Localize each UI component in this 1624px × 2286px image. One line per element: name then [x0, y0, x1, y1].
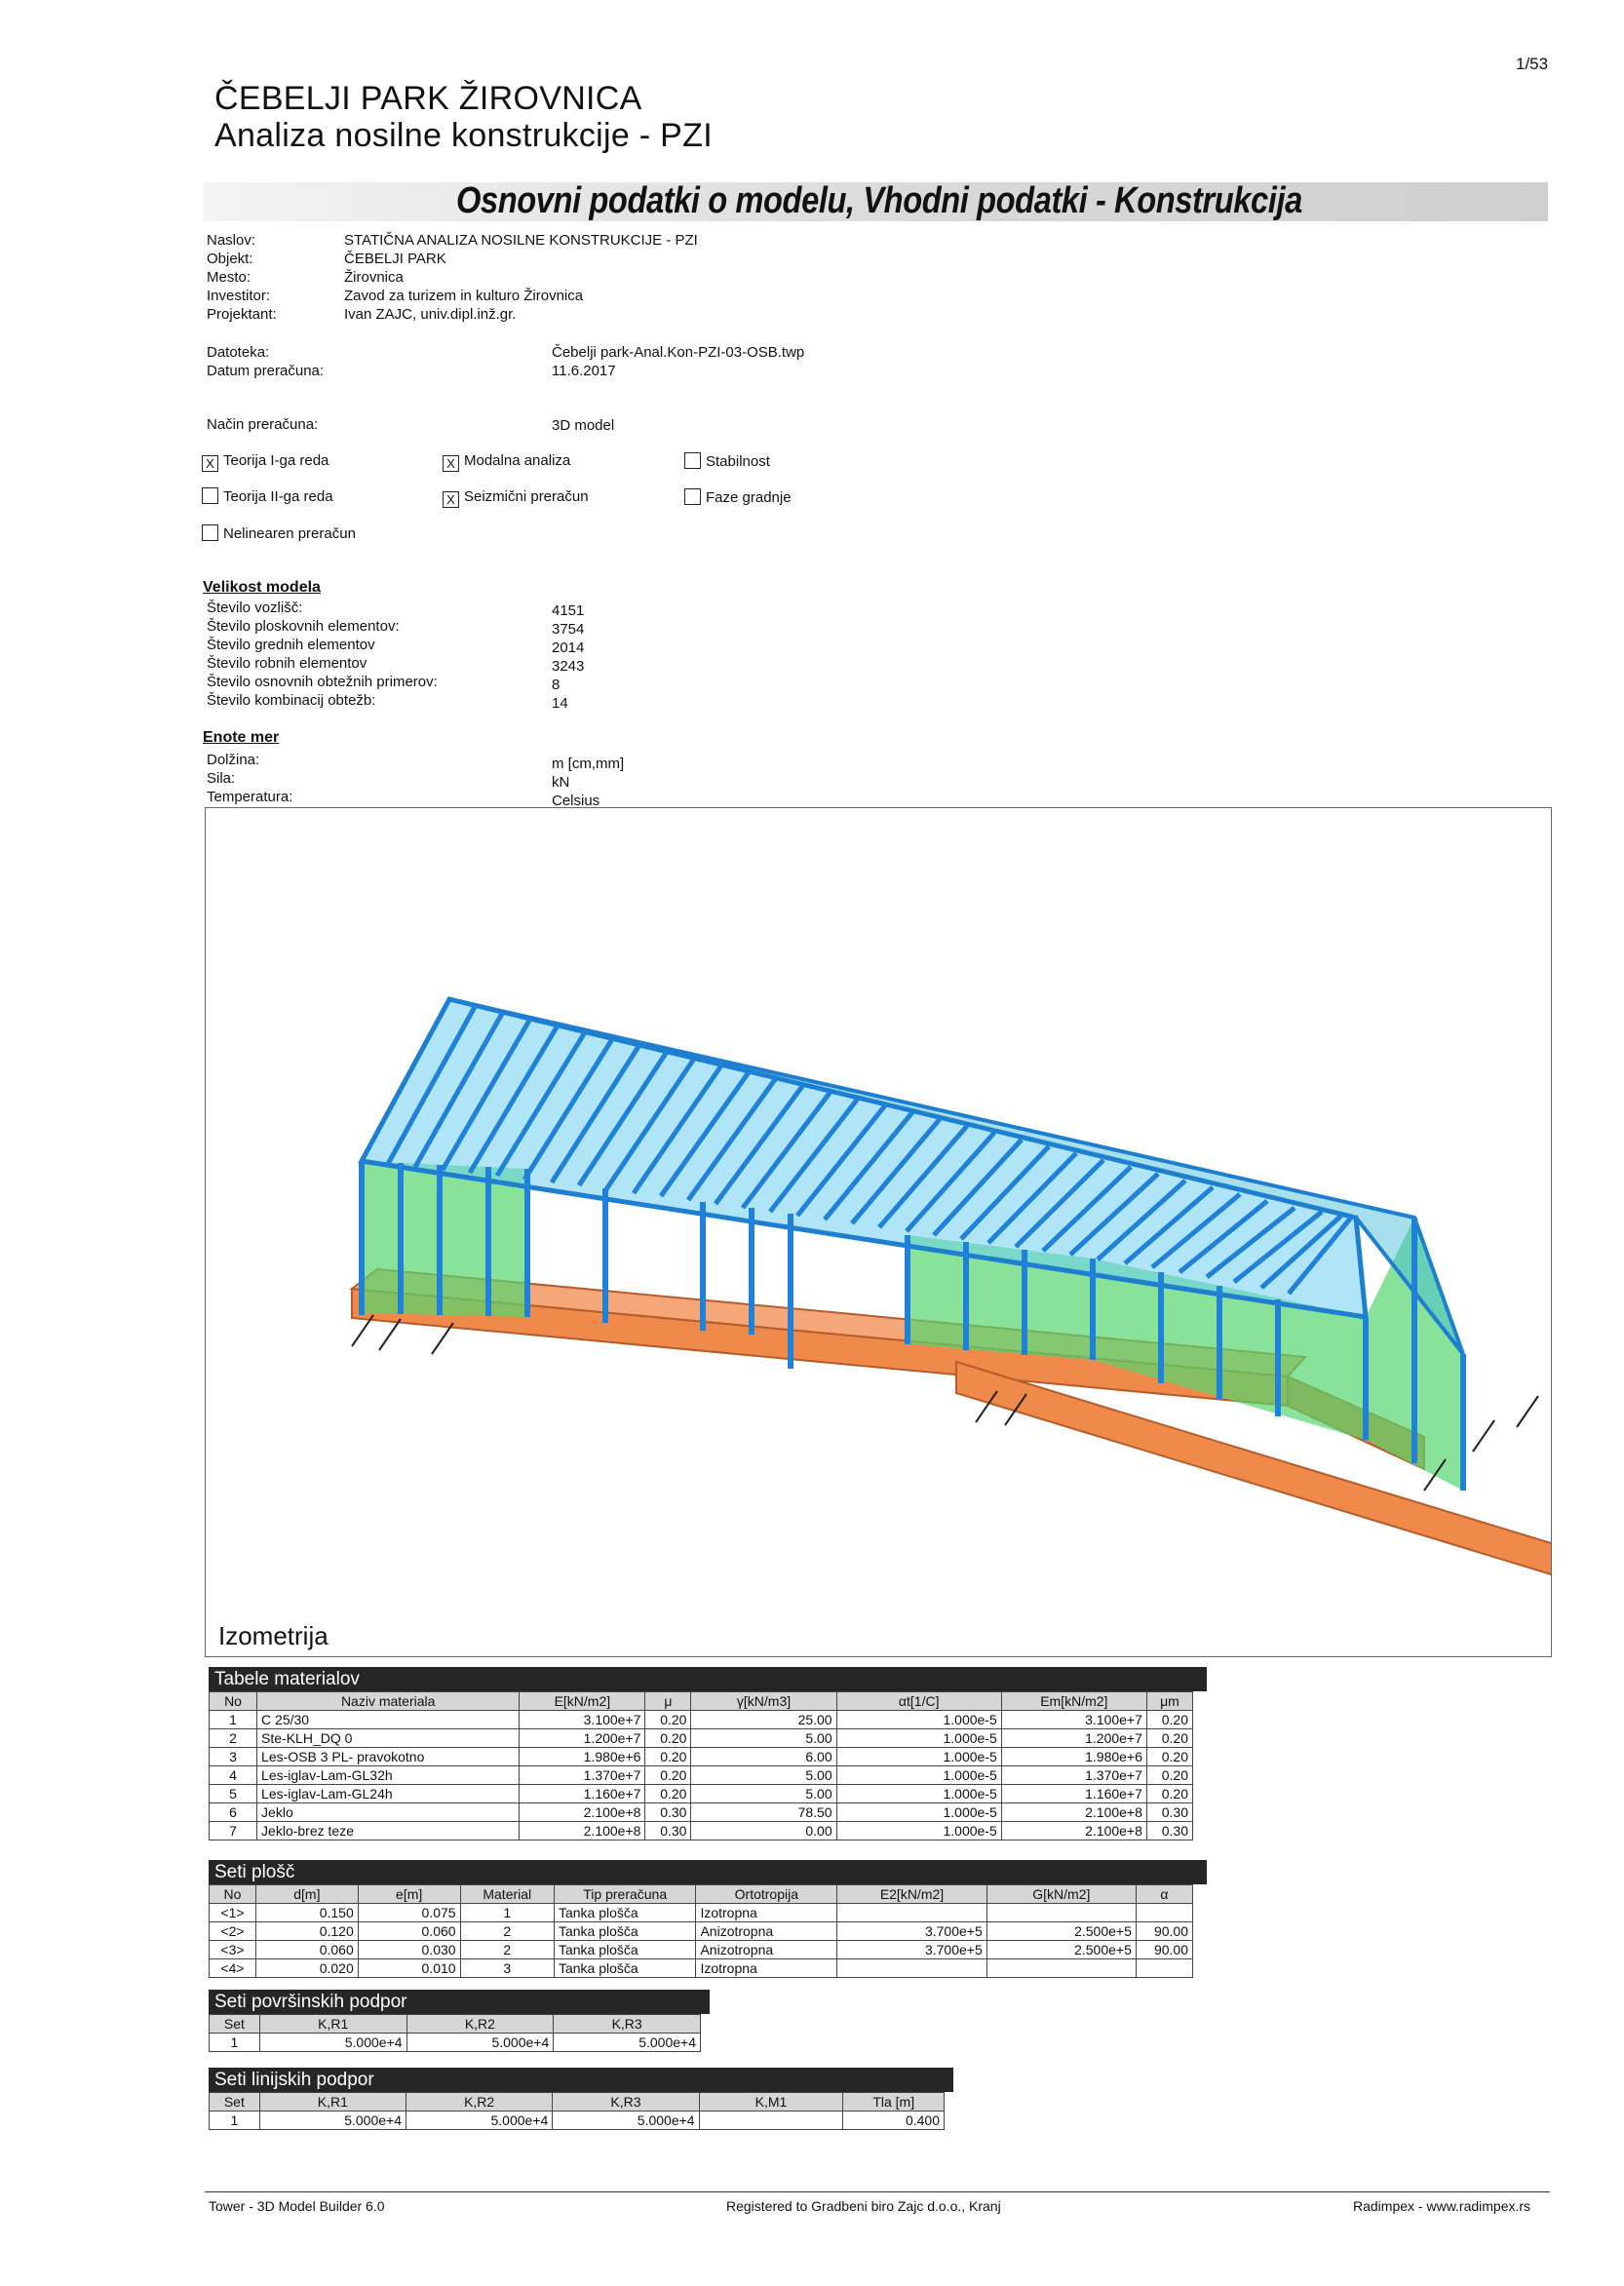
velikost-label: Število ploskovnih elementov: — [207, 618, 400, 635]
velikost-value: 3754 — [552, 621, 585, 638]
option-nelinearen[interactable]: Nelinearen preračun — [202, 524, 356, 543]
enote-label: Temperatura: — [207, 789, 293, 805]
table-row: 1 5.000e+4 5.000e+4 5.000e+4 0.400 — [210, 2112, 945, 2130]
table-row: 1 5.000e+4 5.000e+4 5.000e+4 — [210, 2034, 701, 2052]
document-subtitle: Analiza nosilne konstrukcije - PZI — [214, 117, 713, 154]
footer-right: Radimpex - www.radimpex.rs — [1353, 2198, 1531, 2214]
table-row: <1> 0.150 0.075 1 Tanka plošča Izotropna — [210, 1904, 1193, 1922]
checkbox-faze[interactable] — [684, 488, 701, 505]
option-teorija-2[interactable]: Teorija II-ga reda — [202, 487, 333, 506]
objekt-label: Objekt: — [207, 251, 253, 267]
table-header-row: Set K,R1 K,R2 K,R3 K,M1 Tla [m] — [210, 2093, 945, 2112]
velikost-value: 14 — [552, 695, 568, 712]
investitor-value: Zavod za turizem in kulturo Žirovnica — [344, 288, 584, 304]
mesto-label: Mesto: — [207, 269, 251, 286]
datum-value: 11.6.2017 — [552, 363, 616, 379]
table-header-row: Set K,R1 K,R2 K,R3 — [210, 2015, 701, 2034]
investitor-label: Investitor: — [207, 288, 271, 304]
projektant-label: Projektant: — [207, 306, 277, 323]
file-labels — [207, 343, 324, 380]
datoteka-value: Čebelji park-Anal.Kon-PZI-03-OSB.twp — [552, 344, 805, 361]
option-faze[interactable]: Faze gradnje — [684, 488, 792, 507]
velikost-value: 4151 — [552, 602, 585, 619]
image-caption: Izometrija — [218, 1621, 329, 1650]
velikost-labels — [207, 599, 438, 710]
povrsinske-title: Seti površinskih podpor — [209, 1990, 710, 2014]
option-stabilnost[interactable]: Stabilnost — [684, 452, 770, 471]
objekt-value: ČEBELJI PARK — [344, 251, 446, 267]
velikost-value: 2014 — [552, 639, 585, 656]
checkbox-teorija-2[interactable] — [202, 487, 218, 504]
table-row: <2> 0.120 0.060 2 Tanka plošča Anizotropna 3.700e+5 2.500e+5 90.00 — [210, 1922, 1193, 1941]
nacin-value: 3D model — [552, 417, 615, 434]
table-row: <3> 0.060 0.030 2 Tanka plošča Anizotropna 3.700e+5 2.500e+5 90.00 — [210, 1941, 1193, 1959]
table-row: 1 C 25/30 3.100e+7 0.20 25.00 1.000e-5 3.100e+7 0.20 — [210, 1711, 1193, 1729]
enote-label: Sila: — [207, 770, 236, 787]
velikost-values — [552, 601, 584, 713]
option-seizmicni[interactable]: X Seizmični preračun — [443, 487, 589, 508]
option-teorija-1[interactable]: X Teorija I-ga reda — [202, 451, 329, 472]
checkbox-stabilnost[interactable] — [684, 452, 701, 469]
table-row: 3 Les-OSB 3 PL- pravokotno 1.980e+6 0.20 6.00 1.000e-5 1.980e+6 0.20 — [210, 1748, 1193, 1766]
enote-value: m [cm,mm] — [552, 756, 625, 772]
linijske-title: Seti linijskih podpor — [209, 2068, 953, 2092]
velikost-label: Število kombinacij obtežb: — [207, 692, 376, 709]
velikost-heading: Velikost modela — [203, 579, 321, 596]
checkbox-seizmicni[interactable]: X — [443, 491, 459, 508]
footer-center: Registered to Gradbeni biro Zajc d.o.o., Kranj — [726, 2198, 1001, 2214]
table-row: 4 Les-iglav-Lam-GL32h 1.370e+7 0.20 5.00 1.000e-5 1.370e+7 0.20 — [210, 1766, 1193, 1785]
table-row: 5 Les-iglav-Lam-GL24h 1.160e+7 0.20 5.00 1.000e-5 1.160e+7 0.20 — [210, 1785, 1193, 1803]
plosce-title: Seti plošč — [209, 1860, 1207, 1884]
velikost-value: 8 — [552, 677, 561, 693]
section-banner — [203, 182, 1548, 221]
mesto-value: Žirovnica — [344, 269, 404, 286]
enote-value: Celsius — [552, 793, 600, 809]
velikost-value: 3243 — [552, 658, 585, 675]
table-header-row: No Naziv materiala E[kN/m2] μ γ[kN/m3] αt[1/C] Em[kN/m2] μm — [210, 1692, 1193, 1711]
table-row: 6 Jeklo 2.100e+8 0.30 78.50 1.000e-5 2.100e+8 0.30 — [210, 1803, 1193, 1822]
materials-table — [209, 1691, 1193, 1840]
table-row: 7 Jeklo-brez teze 2.100e+8 0.30 0.00 1.000e-5 2.100e+8 0.30 — [210, 1822, 1193, 1840]
enote-heading: Enote mer — [203, 729, 280, 746]
section-banner-text: Osnovni podatki o modelu, Vhodni podatki - Konstrukcija — [456, 180, 1302, 221]
file-values — [552, 343, 804, 380]
enote-value: kN — [552, 774, 570, 791]
velikost-label: Število osnovnih obtežnih primerov: — [207, 674, 438, 690]
table-header-row: No d[m] e[m] Material Tip preračuna Ortotropija E2[kN/m2] G[kN/m2] α — [210, 1885, 1193, 1904]
velikost-label: Število grednih elementov — [207, 637, 375, 653]
option-modalna[interactable]: X Modalna analiza — [443, 451, 570, 472]
info-values — [344, 231, 698, 324]
velikost-label: Število robnih elementov — [207, 655, 367, 672]
datoteka-label: Datoteka: — [207, 344, 270, 361]
info-labels — [207, 231, 277, 324]
isometric-model-drawing — [206, 808, 1551, 1656]
datum-label: Datum preračuna: — [207, 363, 325, 379]
model-image-frame — [205, 807, 1552, 1657]
naslov-value: STATIČNA ANALIZA NOSILNE KONSTRUKCIJE - PZI — [344, 232, 698, 249]
footer-left: Tower - 3D Model Builder 6.0 — [209, 2198, 385, 2214]
checkbox-teorija-1[interactable]: X — [202, 455, 218, 472]
enote-labels — [207, 751, 292, 806]
checkbox-nelinearen[interactable] — [202, 524, 218, 541]
naslov-label: Naslov: — [207, 232, 256, 249]
nacin-label: Način preračuna: — [207, 416, 319, 433]
document-title: ČEBELJI PARK ŽIROVNICA — [214, 80, 642, 117]
enote-values — [552, 755, 624, 810]
footer-divider — [205, 2191, 1550, 2192]
linijske-table — [209, 2092, 945, 2130]
table-row: <4> 0.020 0.010 3 Tanka plošča Izotropna — [210, 1959, 1193, 1978]
projektant-value: Ivan ZAJC, univ.dipl.inž.gr. — [344, 306, 517, 323]
povrsinske-table — [209, 2014, 701, 2052]
table-row: 2 Ste-KLH_DQ 0 1.200e+7 0.20 5.00 1.000e-5 1.200e+7 0.20 — [210, 1729, 1193, 1748]
checkbox-modalna[interactable]: X — [443, 455, 459, 472]
plosce-table — [209, 1884, 1193, 1978]
enote-label: Dolžina: — [207, 752, 260, 768]
velikost-label: Število vozlišč: — [207, 600, 303, 616]
page-number: 1/53 — [1516, 55, 1549, 73]
materials-title: Tabele materialov — [209, 1667, 1207, 1691]
